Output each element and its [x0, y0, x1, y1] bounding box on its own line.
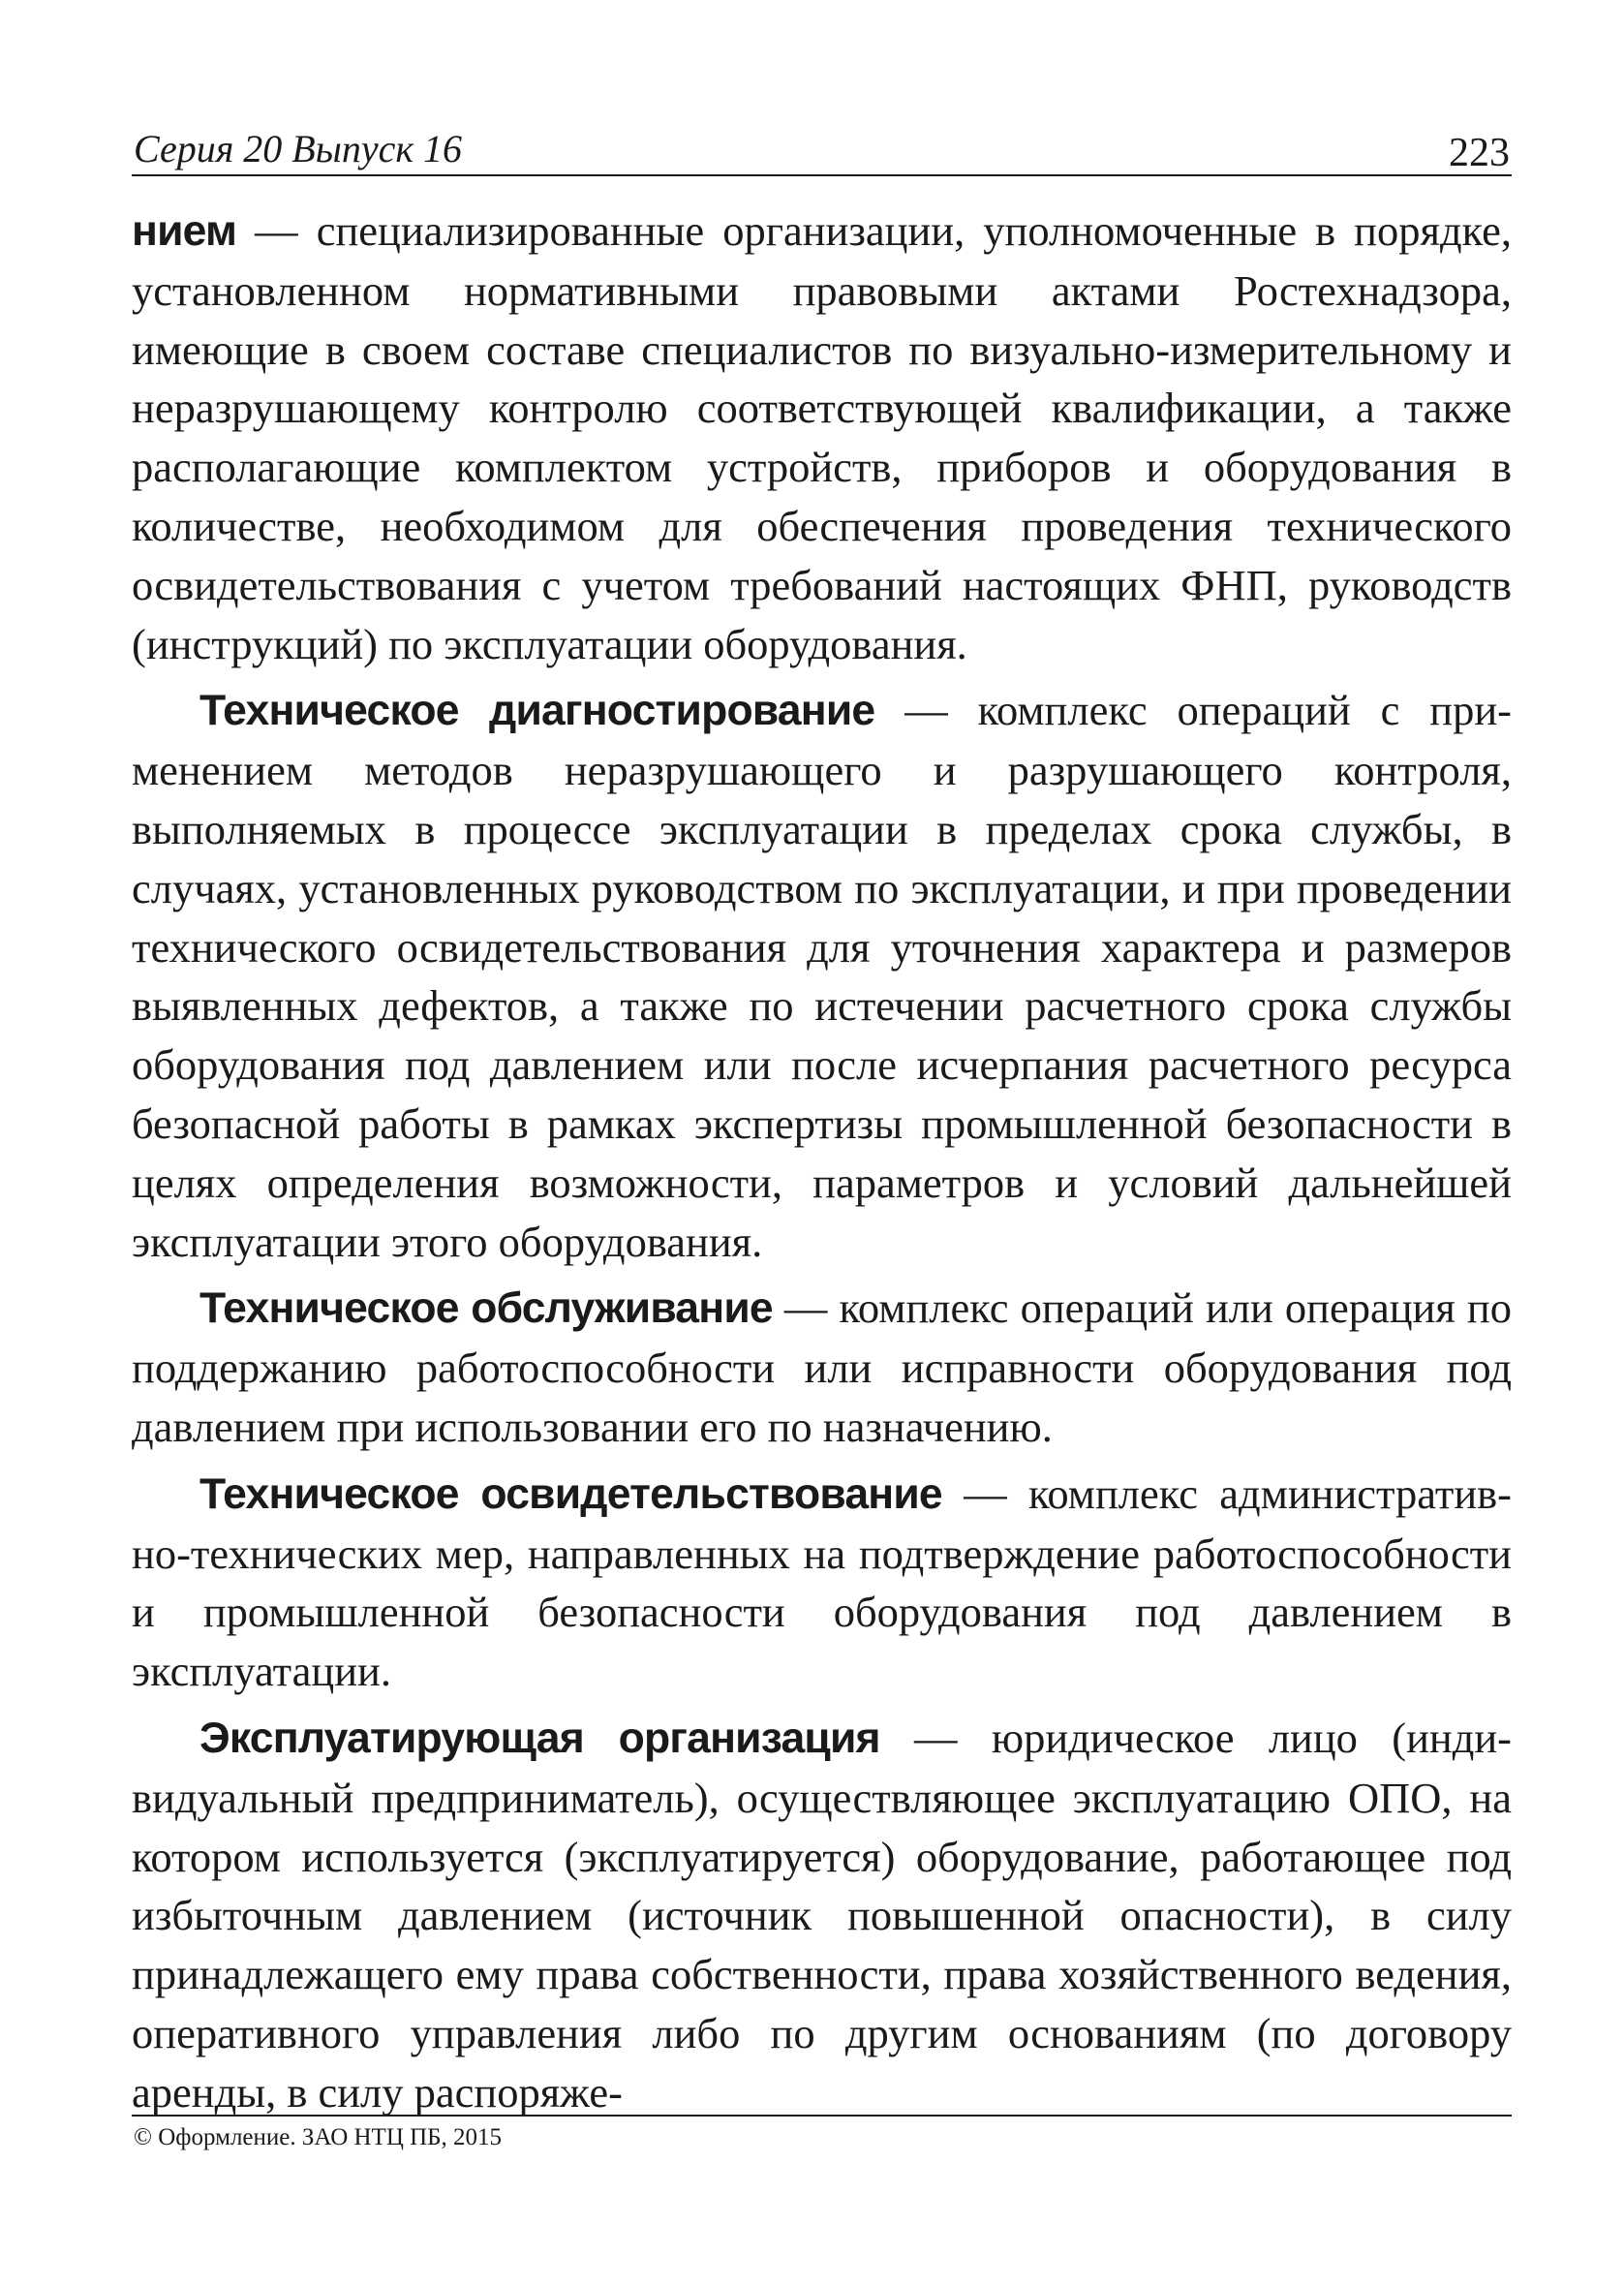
paragraph-operating-organization [132, 1709, 1512, 2122]
body-text [132, 201, 1512, 2122]
term: Техническое обслуживание [199, 1284, 773, 1333]
paragraph-technical-inspection [132, 1465, 1512, 1701]
footer-rule [132, 2115, 1512, 2117]
term: Эксплуатирующая организация [199, 1714, 880, 1762]
term: Техническое диагностирование [199, 687, 875, 735]
term: Техническое освидетельствование [199, 1469, 942, 1518]
definition: — специализированные организации, уполномоченные в порядке, установленном нормативными правовыми актами Ростехнадзора, имеющие в своем составе специалистов по визуально-измерительному и неразрушающему контролю соответствующей квалификации, а также располагающие комплектом устройств, приборов и оборудования в количестве, необходимом для обеспечения проведения технического освидетельствования с учетом требований настоящих ФНП, руководств (инструкций) по эксплуатации оборудования. [132, 206, 1512, 668]
definition: — комплекс административно-технических мер, направленных на подтверждение работоспособности и промышленной безопасности оборудования под давлением в эксплуатации. [132, 1468, 1512, 1696]
definition: — комплекс операций с применением методов неразрушающего и разрушающего контроля, выполняемых в процессе эксплуатации в пределах срока службы, в случаях, установленных руководством по эксплуатации, и при проведении технического освидетельствования для уточнения характера и размеров выявленных дефектов, а также по истечении расчетного срока службы оборудования под давлением или после исчерпания расчетного ресурса безопасной работы в рамках экспертизы промышленной безопасности в целях определения возможности, параметров и условий дальнейшей эксплуатации этого оборудования. [132, 686, 1512, 1266]
term: нием [132, 207, 237, 255]
paragraph-continuation [132, 201, 1512, 673]
footer-copyright: © Оформление. ЗАО НТЦ ПБ, 2015 [134, 2124, 503, 2150]
series-title: Серия 20 Выпуск 16 [134, 127, 463, 170]
page-number: 223 [1449, 131, 1510, 175]
definition: — комплекс операций или операция по поддержанию работоспособности или исправности оборудования под давлением при использовании его по назначению. [132, 1283, 1512, 1451]
header-rule [132, 174, 1512, 176]
definition: — юридическое лицо (индивидуальный предприниматель), осуществляющее эксплуатацию ОПО, на котором используется (эксплуатируется) оборудование, работающее под избыточным давлением (источник повышенной опасности), в силу принадлежащего ему права собственности, права хозяйственного ведения, оперативного управления либо по другим основаниям (по договору аренды, в силу распоряже- [132, 1713, 1512, 2117]
paragraph-technical-maintenance [132, 1279, 1512, 1456]
running-header [132, 118, 1512, 178]
paragraph-technical-diagnostics [132, 681, 1512, 1271]
